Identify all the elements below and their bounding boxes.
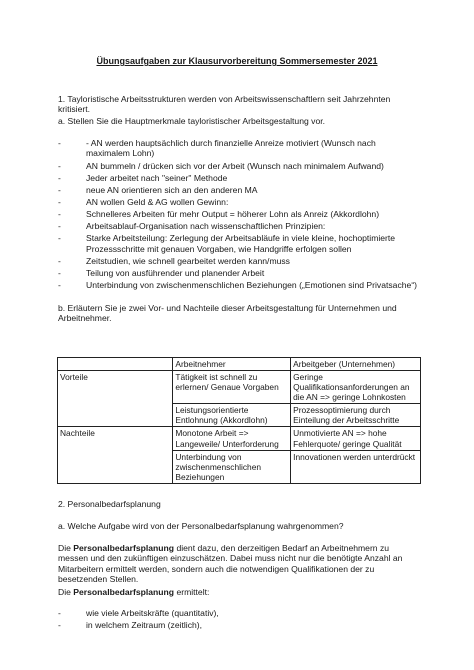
document-title: Übungsaufgaben zur Klausurvorbereitung Sommersemester 2021 [96, 56, 378, 66]
section2-question-a: a. Welche Aufgabe wird von der Personalbedarfsplanung wahrgenommen? [58, 521, 344, 531]
list-item: - Arbeitsablauf-Organisation nach wissenschaftlichen Prinzipien: [58, 220, 326, 231]
section1-question-a: a. Stellen Sie die Hauptmerkmale tayloristischer Arbeitsgestaltung vor. [58, 116, 326, 126]
list-item: - AN wollen Geld & AG wollen Gewinn: [58, 196, 229, 207]
list-item: - Teilung von ausführender und planender Arbeit [58, 267, 265, 278]
table-cell: Unmotivierte AN => hohe Fehlerquote/ geringe Qualität [291, 427, 421, 450]
table-header-row [58, 358, 421, 371]
table-cell: Tätigkeit ist schnell zu erlernen/ Genaue Vorgaben [173, 371, 291, 404]
table-cell: Geringe Qualifikationsanforderungen an die AN => geringe Lohnkosten [291, 371, 421, 404]
list-item: - AN bummeln / drücken sich vor der Arbeit (Wunsch nach minimalem Aufwand) [58, 160, 384, 171]
table-row [58, 371, 421, 404]
table-header-cell: Arbeitnehmer [173, 358, 291, 371]
table-cell: Leistungsorientierte Entlohnung (Akkordlohn) [173, 404, 291, 427]
list-item: - - AN werden hauptsächlich durch finanzielle Anreize motiviert (Wunsch nach maximalem Lohn) [58, 138, 376, 159]
section1-question-b: b. Erläutern Sie je zwei Vor- und Nachteile dieser Arbeitsgestaltung für Unternehmen und Arbeitnehmer. [58, 303, 397, 324]
advantages-disadvantages-table [57, 357, 421, 484]
list-item: - wie viele Arbeitskräfte (quantitativ), [58, 608, 219, 618]
list-item: - neue AN orientieren sich an den anderen MA [58, 184, 258, 195]
list-item: - Jeder arbeitet nach "seiner" Methode [58, 172, 228, 183]
list-item: - Schnelleres Arbeiten für mehr Output = höherer Lohn als Anreiz (Akkordlohn) [58, 208, 380, 219]
table-cell: Unterbindung von zwischenmenschlichen Beziehungen [173, 450, 291, 483]
section2-bullet-list [58, 608, 420, 632]
section1-bullet-list [58, 138, 420, 292]
table-header-cell [58, 358, 173, 371]
table-header-cell: Arbeitgeber (Unternehmen) [291, 358, 421, 371]
list-item: - Zeitstudien, wie schnell gearbeitet werden kann/muss [58, 255, 290, 266]
table-cell: Prozessoptimierung durch Einteilung der Arbeitsschritte [291, 404, 421, 427]
table-cell: Monotone Arbeit => Langeweile/ Unterforderung [173, 427, 291, 450]
section2-paragraph-2: Die Personalbedarfsplanung ermittelt: [58, 587, 210, 597]
list-item: - Unterbindung von zwischenmenschlichen Beziehungen („Emotionen sind Privatsache“) [58, 279, 418, 290]
table-row [58, 427, 421, 450]
vorteile-label: Vorteile [58, 371, 173, 427]
table-cell: Innovationen werden unterdrückt [291, 450, 421, 483]
section2-heading: 2. Personalbedarfsplanung [58, 499, 161, 509]
list-item: - in welchem Zeitraum (zeitlich), [58, 620, 203, 631]
list-item: - Starke Arbeitsteilung: Zerlegung der Arbeitsabläufe in viele kleine, hochoptimierte Prozessschritte mit genauen Vorgaben, wie Handgriffe erfolgen sollen [58, 233, 396, 254]
nachteile-label: Nachteile [58, 427, 173, 483]
section2-paragraph-1: Die Personalbedarfsplanung dient dazu, den derzeitigen Bedarf an Arbeitnehmern zu messen und den zukünftigen einzuschätzen. Dabei muss nicht nur die benötigte Anzahl an Mitarbeitern ermittelt werden, sondern auch die notwendigen Qualifikationen der zu besetzenden Stellen. [58, 543, 403, 585]
section1-heading: 1. Tayloristische Arbeitsstrukturen werden von Arbeitswissenschaftlern seit Jahrzehnten kritisiert. [58, 94, 391, 115]
